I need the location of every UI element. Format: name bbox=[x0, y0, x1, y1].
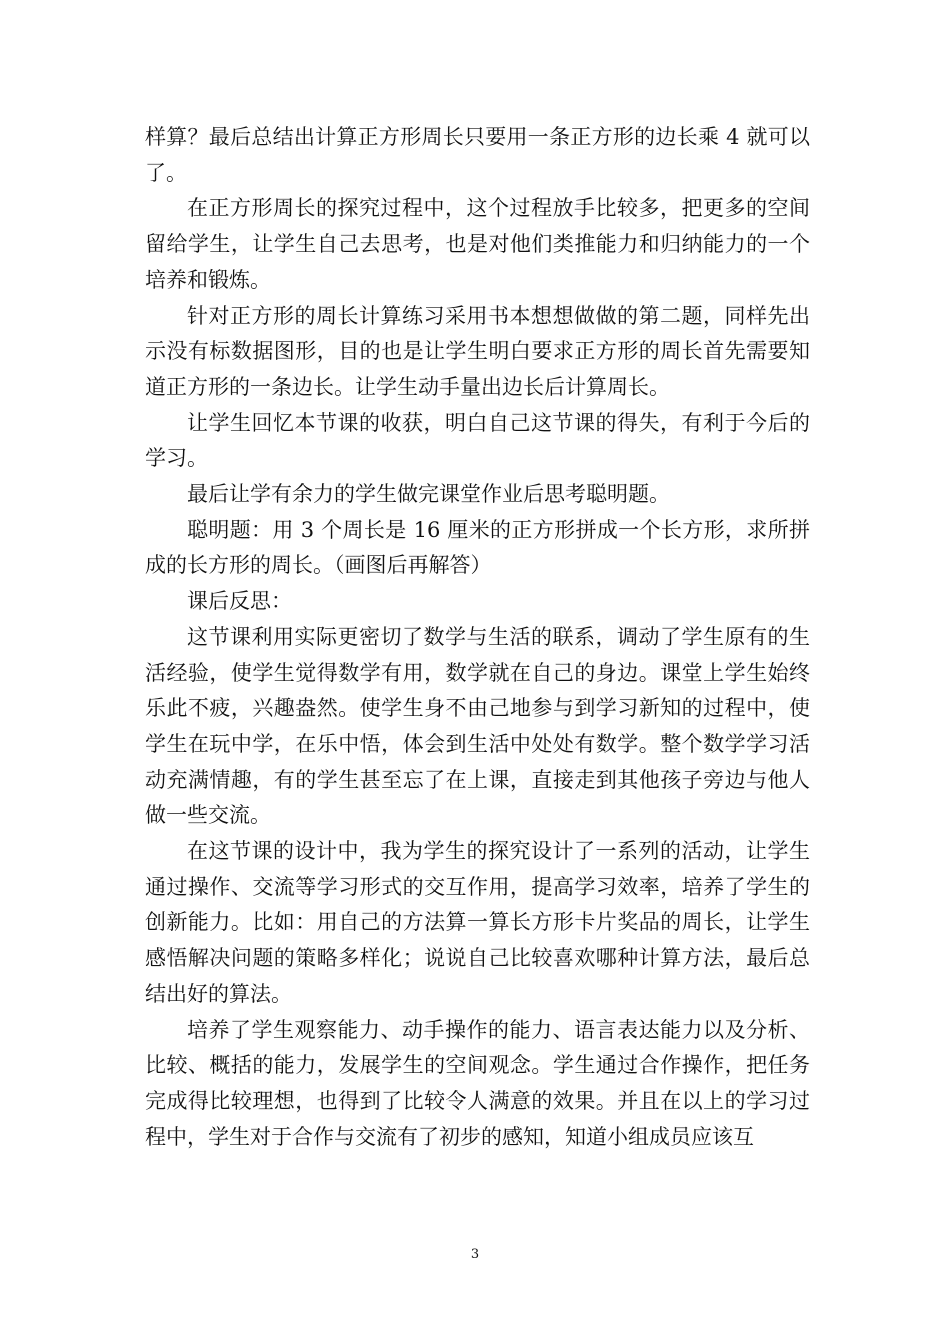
paragraph: 让学生回忆本节课的收获，明白自己这节课的得失，有利于今后的学习。 bbox=[145, 410, 810, 471]
section-heading-reflection: 课后反思： bbox=[187, 589, 292, 614]
document-body bbox=[145, 120, 810, 1155]
paragraph: 最后让学有余力的学生做完课堂作业后思考聪明题。 bbox=[187, 482, 670, 507]
paragraph-continued: 样算？最后总结出计算正方形周长只要用一条正方形的边长乘 4 就可以了。 bbox=[145, 125, 810, 185]
paragraph: 培养了学生观察能力、动手操作的能力、语言表达能力以及分析、比较、概括的能力，发展学生的空间观念。学生通过合作操作，把任务完成得比较理想，也得到了比较令人满意的效果。并且在以上的学习过程中，学生对于合作与交流有了初步的感知，知道小组成员应该互 bbox=[145, 1017, 810, 1149]
paragraph: 针对正方形的周长计算练习采用书本想想做做的第二题，同样先出示没有标数据图形，目的也是让学生明白要求正方形的周长首先需要知道正方形的一条边长。让学生动手量出边长后计算周长。 bbox=[145, 303, 810, 399]
paragraph: 在这节课的设计中，我为学生的探究设计了一系列的活动，让学生通过操作、交流等学习形式的交互作用，提高学习效率，培养了学生的创新能力。比如：用自己的方法算一算长方形卡片奖品的周长，让学生感悟解决问题的策略多样化；说说自己比较喜欢哪种计算方法，最后总结出好的算法。 bbox=[145, 839, 810, 1006]
paragraph-puzzle: 聪明题：用 3 个周长是 16 厘米的正方形拼成一个长方形，求所拼成的长方形的周长。（画图后再解答） bbox=[145, 517, 810, 578]
paragraph: 在正方形周长的探究过程中，这个过程放手比较多，把更多的空间留给学生，让学生自己去思考，也是对他们类推能力和归纳能力的一个培养和锻炼。 bbox=[145, 196, 810, 292]
page-number: 3 bbox=[470, 1247, 480, 1262]
paragraph: 这节课利用实际更密切了数学与生活的联系，调动了学生原有的生活经验，使学生觉得数学有用，数学就在自己的身边。课堂上学生始终乐此不疲，兴趣盎然。使学生身不由己地参与到学习新知的过程中，使学生在玩中学，在乐中悟，体会到生活中处处有数学。整个数学学习活动充满情趣，有的学生甚至忘了在上课，直接走到其他孩子旁边与他人做一些交流。 bbox=[145, 624, 810, 828]
